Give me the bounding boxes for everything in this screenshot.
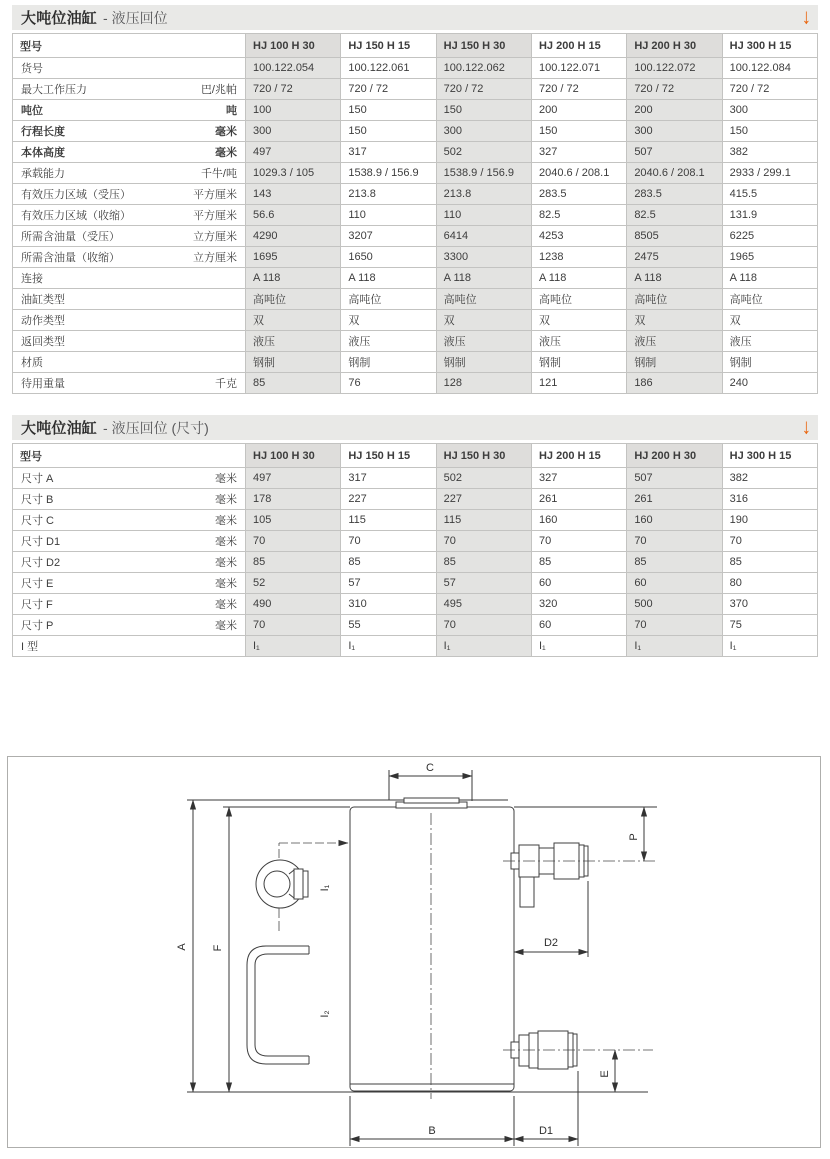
spec-value-cell: 370 <box>722 594 817 615</box>
row-label: 承载能力 <box>21 168 65 180</box>
row-unit: 毫米 <box>215 536 237 548</box>
table-row <box>13 79 818 100</box>
spec-value-cell: 300 <box>722 100 817 121</box>
spec-value-cell: 60 <box>531 573 626 594</box>
spec-value-cell: 502 <box>436 468 531 489</box>
label-d1: D1 <box>538 1125 554 1137</box>
spec-value-cell: 720 / 72 <box>436 79 531 100</box>
row-label: 所需含油量（受压） <box>21 231 120 243</box>
dimension-table <box>12 443 818 657</box>
spec-value-cell: 双 <box>436 310 531 331</box>
spec-value-cell: 52 <box>246 573 341 594</box>
row-label: 待用重量 <box>21 378 65 390</box>
row-label: 尺寸 C <box>21 515 54 527</box>
spec-value-cell: 110 <box>436 205 531 226</box>
top-port-coupler <box>503 843 657 907</box>
spec-value-cell: 1029.3 / 105 <box>246 163 341 184</box>
spec-value-cell: 钢制 <box>722 352 817 373</box>
spec-value-cell: 70 <box>436 531 531 552</box>
spec-value-cell: 钢制 <box>436 352 531 373</box>
spec-value-cell: I₁ <box>341 636 436 657</box>
spec-table <box>12 33 818 394</box>
spec-value-cell: 283.5 <box>627 184 722 205</box>
column-header: HJ 150 H 15 <box>341 444 436 468</box>
spec-value-cell: 1965 <box>722 247 817 268</box>
cylinder-body <box>350 798 514 1099</box>
spec-value-cell: A 118 <box>531 268 626 289</box>
row-unit: 毫米 <box>215 620 237 632</box>
spec-value-cell: 液压 <box>246 331 341 352</box>
spec-value-cell: 150 <box>341 121 436 142</box>
table-row <box>13 58 818 79</box>
spec-value-cell: 57 <box>341 573 436 594</box>
spec-value-cell: 85 <box>341 552 436 573</box>
section1-title: 大吨位油缸 <box>21 10 98 27</box>
spec-value-cell: 2040.6 / 208.1 <box>627 163 722 184</box>
table-row <box>13 268 818 289</box>
table-row <box>13 100 818 121</box>
spec-value-cell: 150 <box>341 100 436 121</box>
row-label-cell <box>13 373 246 394</box>
row-label: 吨位 <box>21 105 43 117</box>
row-label: 尺寸 D2 <box>21 557 61 569</box>
spec-value-cell: 70 <box>246 615 341 636</box>
spec-value-cell: 310 <box>341 594 436 615</box>
spec-value-cell: 200 <box>627 100 722 121</box>
spec-value-cell: 高吨位 <box>531 289 626 310</box>
spec-value-cell: 1538.9 / 156.9 <box>436 163 531 184</box>
spec-value-cell: 128 <box>436 373 531 394</box>
spec-value-cell: 1238 <box>531 247 626 268</box>
spec-value-cell: 115 <box>341 510 436 531</box>
row-label-cell <box>13 573 246 594</box>
spec-value-cell: 双 <box>627 310 722 331</box>
row-unit: 毫米 <box>215 515 237 527</box>
table-row <box>13 352 818 373</box>
row-label-cell <box>13 615 246 636</box>
spec-value-cell: 186 <box>627 373 722 394</box>
row-label-cell <box>13 331 246 352</box>
spec-value-cell: 1650 <box>341 247 436 268</box>
spec-value-cell: 1695 <box>246 247 341 268</box>
spec-value-cell: 钢制 <box>246 352 341 373</box>
label-p: P <box>628 833 640 841</box>
column-header: HJ 150 H 30 <box>436 444 531 468</box>
table-row <box>13 142 818 163</box>
spec-value-cell: 80 <box>722 573 817 594</box>
spec-value-cell: 76 <box>341 373 436 394</box>
table-row <box>13 510 818 531</box>
row-label-cell <box>13 205 246 226</box>
row-label-cell <box>13 468 246 489</box>
spec-value-cell: 121 <box>531 373 626 394</box>
table-row <box>13 121 818 142</box>
row-label-cell <box>13 594 246 615</box>
spec-value-cell: 261 <box>627 489 722 510</box>
spec-value-cell: I₁ <box>627 636 722 657</box>
spec-value-cell: 70 <box>627 531 722 552</box>
spec-value-cell: 85 <box>531 552 626 573</box>
spec-value-cell: 502 <box>436 142 531 163</box>
row-label-cell <box>13 352 246 373</box>
spec-value-cell: 100.122.061 <box>341 58 436 79</box>
section2-down-arrow-icon[interactable]: ↓ <box>801 415 811 440</box>
row-label: 尺寸 P <box>21 620 54 632</box>
column-header: HJ 200 H 30 <box>627 444 722 468</box>
row-label-cell <box>13 289 246 310</box>
spec-value-cell: 2475 <box>627 247 722 268</box>
row-unit: 毫米 <box>215 578 237 590</box>
model-header-cell: 型号 <box>13 34 246 58</box>
table-row <box>13 184 818 205</box>
spec-value-cell: I₁ <box>436 636 531 657</box>
table-row <box>13 310 818 331</box>
row-unit: 毫米 <box>215 557 237 569</box>
spec-value-cell: 100.122.084 <box>722 58 817 79</box>
label-i2: I₂ <box>319 1010 331 1018</box>
spec-value-cell: 双 <box>722 310 817 331</box>
spec-value-cell: 60 <box>627 573 722 594</box>
spec-value-cell: 720 / 72 <box>341 79 436 100</box>
spec-value-cell: 100.122.071 <box>531 58 626 79</box>
row-label-cell <box>13 510 246 531</box>
spec-value-cell: 85 <box>627 552 722 573</box>
label-b: B <box>428 1125 436 1137</box>
row-label-cell <box>13 100 246 121</box>
row-label-cell <box>13 531 246 552</box>
spec-value-cell: 110 <box>341 205 436 226</box>
table-row <box>13 373 818 394</box>
column-header: HJ 100 H 30 <box>246 34 341 58</box>
spec-value-cell: 105 <box>246 510 341 531</box>
row-label-cell <box>13 163 246 184</box>
spec-value-cell: 70 <box>436 615 531 636</box>
row-unit: 千克 <box>215 378 237 390</box>
spec-value-cell: 55 <box>341 615 436 636</box>
spec-value-cell: 8505 <box>627 226 722 247</box>
spec-value-cell: 70 <box>341 531 436 552</box>
spec-value-cell: 6225 <box>722 226 817 247</box>
section1-titlebar <box>12 5 818 30</box>
row-label: 尺寸 E <box>21 578 54 590</box>
row-label: 本体高度 <box>21 147 65 159</box>
spec-value-cell: 钢制 <box>341 352 436 373</box>
section2-title: 大吨位油缸 <box>21 420 98 437</box>
spec-value-cell: 227 <box>341 489 436 510</box>
spec-value-cell: 213.8 <box>341 184 436 205</box>
spec-value-cell: 497 <box>246 468 341 489</box>
label-e: E <box>599 1070 611 1078</box>
spec-value-cell: I₁ <box>722 636 817 657</box>
spec-value-cell: 100.122.072 <box>627 58 722 79</box>
spec-value-cell: A 118 <box>627 268 722 289</box>
spec-value-cell: 4290 <box>246 226 341 247</box>
spec-value-cell: 495 <box>436 594 531 615</box>
table-row <box>13 163 818 184</box>
column-header: HJ 200 H 15 <box>531 444 626 468</box>
spec-value-cell: 85 <box>246 373 341 394</box>
table-row <box>13 468 818 489</box>
section-dimensions <box>12 415 818 657</box>
table-row <box>13 552 818 573</box>
row-label: 最大工作压力 <box>21 84 87 96</box>
column-header: HJ 200 H 30 <box>627 34 722 58</box>
spec-value-cell: 131.9 <box>722 205 817 226</box>
spec-value-cell: 327 <box>531 142 626 163</box>
technical-drawing-panel <box>7 756 821 1148</box>
spec-value-cell: 高吨位 <box>246 289 341 310</box>
row-label-cell <box>13 310 246 331</box>
spec-value-cell: 82.5 <box>627 205 722 226</box>
spec-value-cell: 300 <box>246 121 341 142</box>
row-unit: 千牛/吨 <box>200 168 237 180</box>
spec-value-cell: 液压 <box>722 331 817 352</box>
row-unit: 立方厘米 <box>193 252 237 264</box>
row-label-cell <box>13 268 246 289</box>
label-c: C <box>426 762 434 774</box>
row-unit: 吨 <box>226 105 237 117</box>
row-label-cell <box>13 79 246 100</box>
spec-value-cell: 150 <box>722 121 817 142</box>
spec-value-cell: 720 / 72 <box>246 79 341 100</box>
spec-value-cell: 507 <box>627 142 722 163</box>
spec-value-cell: 320 <box>531 594 626 615</box>
row-label: 动作类型 <box>21 315 65 327</box>
spec-value-cell: A 118 <box>722 268 817 289</box>
row-label-cell <box>13 489 246 510</box>
model-header-cell: 型号 <box>13 444 246 468</box>
spec-value-cell: 316 <box>722 489 817 510</box>
row-label: 货号 <box>21 63 43 75</box>
spec-value-cell: 70 <box>627 615 722 636</box>
spec-value-cell: 高吨位 <box>722 289 817 310</box>
spec-value-cell: 82.5 <box>531 205 626 226</box>
spec-value-cell: 4253 <box>531 226 626 247</box>
spec-value-cell: A 118 <box>246 268 341 289</box>
spec-value-cell: 56.6 <box>246 205 341 226</box>
spec-value-cell: 100 <box>246 100 341 121</box>
spec-value-cell: 75 <box>722 615 817 636</box>
table-row <box>13 615 818 636</box>
spec-value-cell: 261 <box>531 489 626 510</box>
row-label: 油缸类型 <box>21 294 65 306</box>
row-label-cell <box>13 58 246 79</box>
row-label: 有效压力区域（受压） <box>21 189 131 201</box>
spec-value-cell: 60 <box>531 615 626 636</box>
row-label-cell <box>13 184 246 205</box>
spec-value-cell: 490 <box>246 594 341 615</box>
spec-value-cell: 178 <box>246 489 341 510</box>
spec-value-cell: 720 / 72 <box>627 79 722 100</box>
row-label: 尺寸 B <box>21 494 54 506</box>
section2-titlebar <box>12 415 818 440</box>
row-unit: 巴/兆帕 <box>200 84 237 96</box>
row-label-cell <box>13 552 246 573</box>
header-row <box>13 34 818 58</box>
header-row <box>13 444 818 468</box>
spec-value-cell: 2040.6 / 208.1 <box>531 163 626 184</box>
row-label: 连接 <box>21 273 43 285</box>
spec-value-cell: 85 <box>246 552 341 573</box>
row-label: 所需含油量（收缩） <box>21 252 120 264</box>
saddle-cap <box>404 798 459 803</box>
spec-value-cell: 100.122.062 <box>436 58 531 79</box>
spec-value-cell: 190 <box>722 510 817 531</box>
spec-value-cell: 高吨位 <box>627 289 722 310</box>
spec-value-cell: 497 <box>246 142 341 163</box>
label-i1: I₁ <box>319 884 331 892</box>
spec-value-cell: 160 <box>627 510 722 531</box>
column-header: HJ 150 H 15 <box>341 34 436 58</box>
label-a: A <box>176 943 188 951</box>
spec-value-cell: I₁ <box>246 636 341 657</box>
spec-value-cell: 1538.9 / 156.9 <box>341 163 436 184</box>
table-row <box>13 594 818 615</box>
column-header: HJ 150 H 30 <box>436 34 531 58</box>
spec-value-cell: A 118 <box>341 268 436 289</box>
spec-value-cell: 227 <box>436 489 531 510</box>
row-label: 尺寸 A <box>21 473 54 485</box>
spec-value-cell: 720 / 72 <box>722 79 817 100</box>
spec-value-cell: 327 <box>531 468 626 489</box>
spec-value-cell: 240 <box>722 373 817 394</box>
spec-value-cell: 143 <box>246 184 341 205</box>
spec-value-cell: 双 <box>341 310 436 331</box>
section1-down-arrow-icon[interactable]: ↓ <box>801 5 811 30</box>
spec-value-cell: 6414 <box>436 226 531 247</box>
spec-value-cell: 高吨位 <box>436 289 531 310</box>
table-row <box>13 531 818 552</box>
spec-value-cell: 720 / 72 <box>531 79 626 100</box>
spec-value-cell: 300 <box>436 121 531 142</box>
table-row <box>13 489 818 510</box>
spec-value-cell: 57 <box>436 573 531 594</box>
spec-value-cell: 液压 <box>627 331 722 352</box>
lifting-eye <box>256 843 348 933</box>
column-header: HJ 100 H 30 <box>246 444 341 468</box>
spec-value-cell: 液压 <box>436 331 531 352</box>
row-label: 材质 <box>21 357 43 369</box>
spec-value-cell: 液压 <box>341 331 436 352</box>
row-unit: 立方厘米 <box>193 231 237 243</box>
section-specifications <box>12 5 818 394</box>
row-label: 尺寸 F <box>21 599 53 611</box>
carry-handle <box>247 946 309 1064</box>
spec-value-cell: 70 <box>246 531 341 552</box>
row-unit: 毫米 <box>215 494 237 506</box>
row-label: 行程长度 <box>21 126 65 138</box>
row-label: 返回类型 <box>21 336 65 348</box>
column-header: HJ 300 H 15 <box>722 34 817 58</box>
row-unit: 毫米 <box>215 126 237 138</box>
row-label: I 型 <box>21 641 39 653</box>
table-row <box>13 226 818 247</box>
spec-value-cell: 85 <box>436 552 531 573</box>
row-unit: 毫米 <box>215 147 237 159</box>
table-row <box>13 247 818 268</box>
row-label: 尺寸 D1 <box>21 536 61 548</box>
spec-value-cell: 160 <box>531 510 626 531</box>
table-row <box>13 289 818 310</box>
label-d2: D2 <box>543 937 559 949</box>
spec-value-cell: 钢制 <box>531 352 626 373</box>
row-unit: 毫米 <box>215 473 237 485</box>
spec-value-cell: 500 <box>627 594 722 615</box>
spec-value-cell: 415.5 <box>722 184 817 205</box>
table-row <box>13 636 818 657</box>
row-label-cell <box>13 247 246 268</box>
table-row <box>13 331 818 352</box>
row-unit: 平方厘米 <box>193 189 237 201</box>
spec-value-cell: 85 <box>722 552 817 573</box>
spec-value-cell: 2933 / 299.1 <box>722 163 817 184</box>
row-unit: 毫米 <box>215 599 237 611</box>
spec-value-cell: 150 <box>531 121 626 142</box>
row-label: 有效压力区域（收缩） <box>21 210 131 222</box>
column-header: HJ 200 H 15 <box>531 34 626 58</box>
spec-value-cell: 300 <box>627 121 722 142</box>
spec-value-cell: 317 <box>341 468 436 489</box>
spec-value-cell: A 118 <box>436 268 531 289</box>
section2-subtitle: - 液压回位 (尺寸) <box>103 419 209 436</box>
spec-value-cell: 283.5 <box>531 184 626 205</box>
spec-value-cell: 317 <box>341 142 436 163</box>
spec-value-cell: 3207 <box>341 226 436 247</box>
bottom-port-coupler <box>503 1031 653 1069</box>
spec-value-cell: 双 <box>246 310 341 331</box>
spec-value-cell: 150 <box>436 100 531 121</box>
spec-value-cell: 213.8 <box>436 184 531 205</box>
spec-value-cell: 115 <box>436 510 531 531</box>
spec-value-cell: 70 <box>722 531 817 552</box>
section1-subtitle: - 液压回位 <box>103 9 168 26</box>
spec-value-cell: 200 <box>531 100 626 121</box>
row-label-cell <box>13 121 246 142</box>
table-row <box>13 573 818 594</box>
spec-value-cell: 双 <box>531 310 626 331</box>
label-f: F <box>212 944 224 952</box>
row-unit: 平方厘米 <box>193 210 237 222</box>
spec-value-cell: 507 <box>627 468 722 489</box>
spec-value-cell: 382 <box>722 142 817 163</box>
row-label-cell <box>13 142 246 163</box>
spec-value-cell: 382 <box>722 468 817 489</box>
column-header: HJ 300 H 15 <box>722 444 817 468</box>
spec-value-cell: I₁ <box>531 636 626 657</box>
spec-value-cell: 钢制 <box>627 352 722 373</box>
table-row <box>13 205 818 226</box>
spec-value-cell: 3300 <box>436 247 531 268</box>
spec-value-cell: 70 <box>531 531 626 552</box>
spec-value-cell: 100.122.054 <box>246 58 341 79</box>
row-label-cell <box>13 636 246 657</box>
cylinder-drawing <box>8 757 820 1147</box>
spec-value-cell: 高吨位 <box>341 289 436 310</box>
spec-value-cell: 液压 <box>531 331 626 352</box>
row-label-cell <box>13 226 246 247</box>
